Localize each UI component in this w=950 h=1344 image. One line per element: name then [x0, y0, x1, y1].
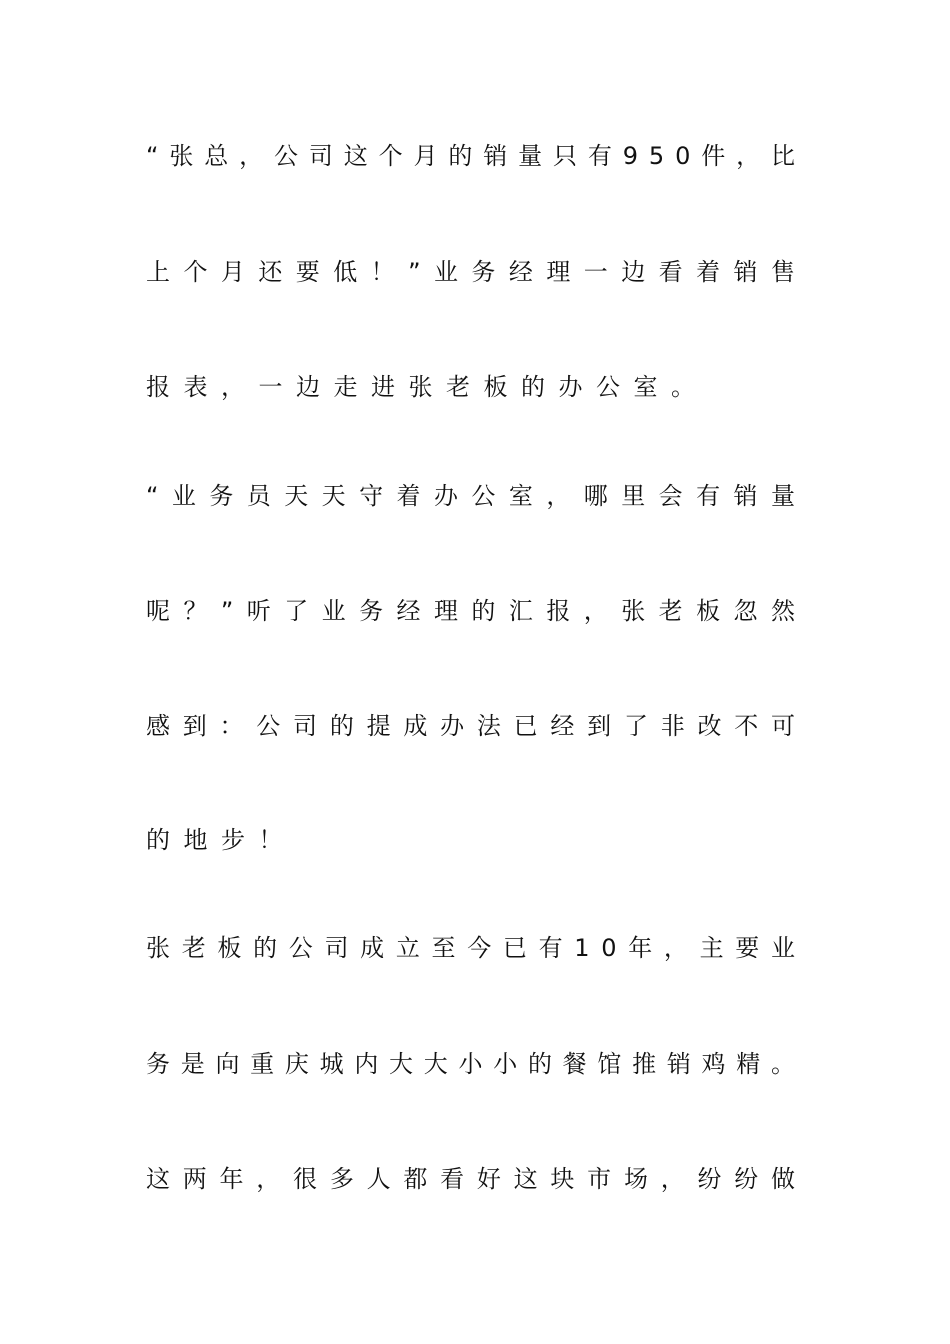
text-line-7: 的地步！ — [146, 826, 296, 854]
text-line-8: 张老板的公司成立至今已有10年，主要业 — [146, 934, 807, 962]
text-line-1: “张总，公司这个月的销量只有950件，比 — [146, 142, 806, 170]
text-line-2: 上个月还要低！”业务经理一边看着销售 — [146, 258, 809, 286]
text-line-6: 感到：公司的提成办法已经到了非改不可 — [146, 712, 808, 740]
text-line-4: “业务员天天守着办公室，哪里会有销量 — [146, 482, 809, 510]
text-line-10: 这两年，很多人都看好这块市场，纷纷做 — [146, 1165, 808, 1193]
text-line-3: 报表，一边走进张老板的办公室。 — [146, 373, 709, 401]
text-line-9: 务是向重庆城内大大小小的餐馆推销鸡精。 — [146, 1050, 806, 1078]
text-line-5: 呢？”听了业务经理的汇报，张老板忽然 — [146, 597, 809, 625]
